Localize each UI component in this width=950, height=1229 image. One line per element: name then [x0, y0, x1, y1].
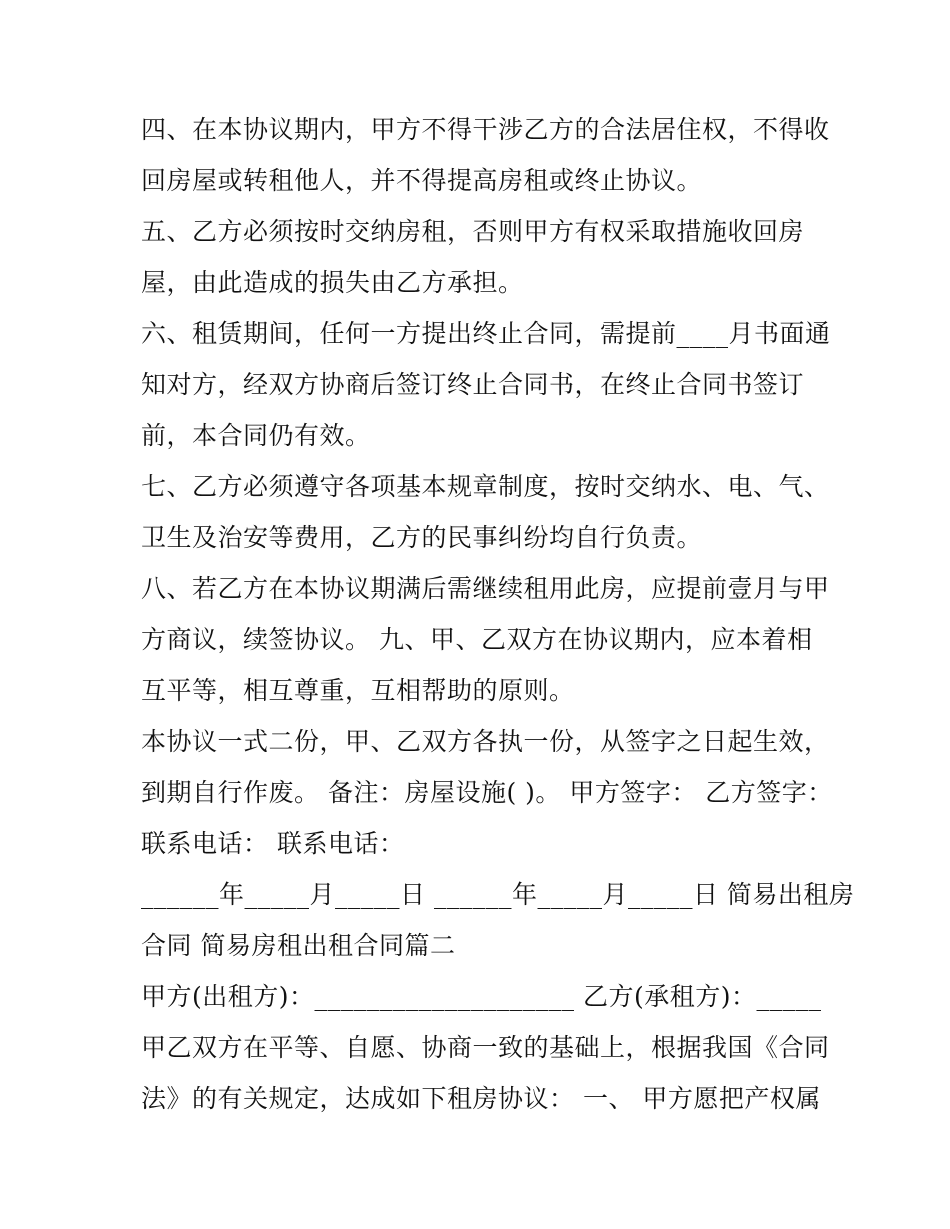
text-line: 卫生及治安等费用，乙方的民事纠纷均自行负责。 — [141, 523, 703, 552]
text-line: 互平等，相互尊重，互相帮助的原则。 — [141, 676, 575, 705]
text-line: 本协议一式二份，甲、乙双方各执一份，从签字之日起生效， — [141, 727, 830, 756]
text-line: 甲方(出租方)：____________________ 乙方(承租方)：_____ — [141, 982, 822, 1011]
text-line: 回房屋或转租他人，并不得提高房租或终止协议。 — [141, 166, 703, 195]
text-line: 六、租赁期间，任何一方提出终止合同，需提前____月书面通 — [141, 319, 831, 348]
text-line: 方商议，续签协议。 九、甲、乙双方在协议期内，应本着相 — [141, 625, 813, 654]
text-line: 法》的有关规定，达成如下租房协议： 一、 甲方愿把产权属 — [141, 1084, 821, 1113]
text-line: 五、乙方必须按时交纳房租，否则甲方有权采取措施收回房 — [141, 217, 805, 246]
text-line: 知对方，经双方协商后签订终止合同书，在终止合同书签订 — [141, 370, 805, 399]
text-line: 合同 简易房租出租合同篇二 — [141, 931, 456, 960]
text-line: 甲乙双方在平等、自愿、协商一致的基础上，根据我国《合同 — [141, 1033, 830, 1062]
text-line: 屋，由此造成的损失由乙方承担。 — [141, 268, 524, 297]
text-line: 联系电话： 联系电话： — [141, 829, 405, 858]
text-line: 到期自行作废。 备注：房屋设施( )。 甲方签字： 乙方签字： — [141, 778, 833, 807]
text-line: 八、若乙方在本协议期满后需继续租用此房，应提前壹月与甲 — [141, 574, 830, 603]
text-line: 四、在本协议期内，甲方不得干涉乙方的合法居住权，不得收 — [141, 115, 830, 144]
text-line: 七、乙方必须遵守各项基本规章制度，按时交纳水、电、气、 — [141, 472, 830, 501]
text-line: 前，本合同仍有效。 — [141, 421, 371, 450]
text-line: ______年_____月_____日 ______年_____月_____日 简易出租房 — [141, 880, 855, 909]
